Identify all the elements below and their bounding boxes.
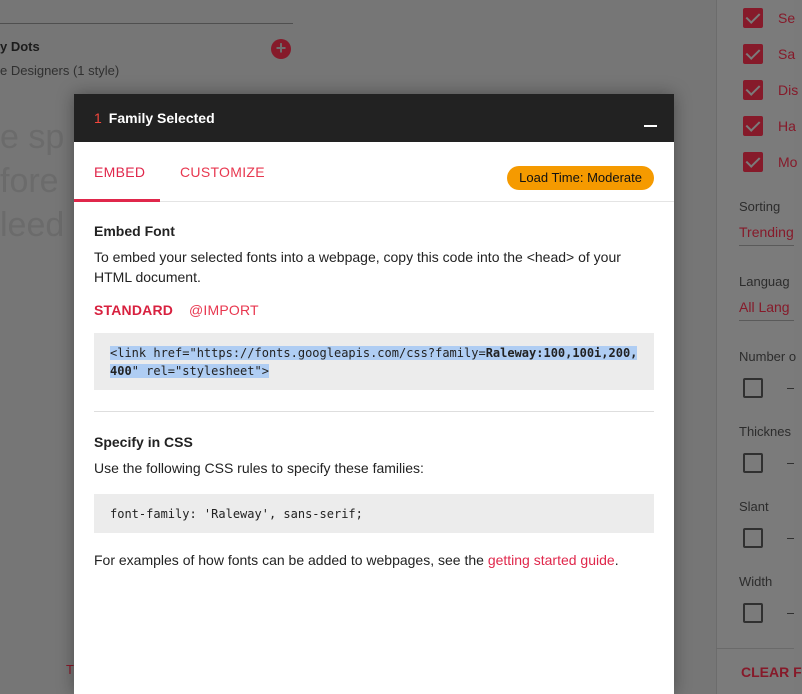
filter-slider[interactable] (787, 463, 794, 464)
category-checkbox[interactable] (743, 44, 763, 64)
drawer-title: Family Selected (108, 110, 215, 126)
language-underline (739, 320, 794, 321)
embed-font-title: Embed Font (94, 223, 175, 239)
getting-started-link[interactable]: getting started guide (487, 552, 615, 568)
css-heading (94, 434, 654, 450)
css-code-block[interactable] (94, 494, 654, 533)
filter-checkbox[interactable] (743, 528, 763, 548)
css-title: Specify in CSS (94, 434, 193, 450)
filter-label: Thicknes (739, 424, 792, 439)
font-preview-text: e sp fore leed (0, 118, 65, 244)
embed-code-block[interactable] (94, 333, 654, 390)
font-card-name: y Dots (0, 39, 40, 54)
font-card-author: e Designers (1 style) (0, 63, 120, 78)
category-label: Sa (778, 46, 796, 62)
sorting-select[interactable]: Trending (739, 224, 794, 240)
filter-label: Number o (739, 349, 797, 364)
filter-checkbox[interactable] (743, 453, 763, 473)
code-link-prefix: <link href="https://fonts.googleapis.com/css?family= (110, 346, 486, 360)
footer-period: . (614, 552, 619, 568)
clear-filters-button[interactable]: CLEAR F (741, 664, 802, 680)
selected-count: 1 (94, 110, 102, 126)
embed-description: To embed your selected fonts into a webpage, copy this code into the <head> of your HTML document. (94, 249, 621, 285)
category-label: Mo (778, 154, 798, 170)
category-checkbox[interactable] (743, 116, 763, 136)
code-family-param-end: 400 (110, 364, 132, 378)
embed-mode-tabs (94, 302, 654, 322)
category-label: Dis (778, 82, 799, 98)
category-checkbox[interactable] (743, 8, 763, 28)
family-selected-drawer (74, 94, 674, 694)
sidebar-divider (716, 648, 794, 649)
filter-label: Width (739, 574, 773, 589)
code-family-param: Raleway:100,100i,200, (485, 346, 638, 360)
filter-label: Slant (739, 499, 769, 514)
tab-embed[interactable]: EMBED (94, 164, 146, 180)
footer-text: For examples of how fonts can be added to webpages, see the (94, 552, 488, 568)
filter-slider[interactable] (787, 388, 794, 389)
drawer-tabs (74, 142, 674, 202)
add-family-icon[interactable]: + (271, 39, 291, 59)
tab-import[interactable]: @IMPORT (189, 302, 259, 318)
minimize-icon[interactable] (644, 125, 657, 127)
bottom-link[interactable]: T (66, 662, 74, 677)
category-label: Ha (778, 118, 796, 134)
code-link-suffix: " rel="stylesheet"> (131, 364, 269, 378)
language-select[interactable]: All Lang (739, 299, 790, 315)
card-divider (0, 23, 293, 24)
filter-checkbox[interactable] (743, 603, 763, 623)
section-divider (94, 411, 654, 412)
filter-slider[interactable] (787, 613, 794, 614)
drawer-header[interactable] (74, 94, 674, 142)
css-description: Use the following CSS rules to specify these families: (94, 460, 424, 476)
tab-customize[interactable]: CUSTOMIZE (180, 164, 265, 180)
active-tab-indicator (74, 199, 160, 202)
tab-standard[interactable]: STANDARD (94, 302, 174, 318)
getting-started-text (94, 550, 654, 570)
css-rule-text: font-family: 'Raleway', sans-serif; (110, 507, 363, 521)
category-label: Se (778, 10, 796, 26)
language-label: Languag (739, 274, 790, 289)
filter-slider[interactable] (787, 538, 794, 539)
category-checkbox[interactable] (743, 152, 763, 172)
sorting-label: Sorting (739, 199, 781, 214)
filter-sidebar (716, 0, 797, 694)
load-time-badge: Load Time: Moderate (507, 166, 654, 190)
embed-font-heading (94, 223, 654, 239)
category-checkbox[interactable] (743, 80, 763, 100)
filter-checkbox[interactable] (743, 378, 763, 398)
sorting-underline (739, 245, 794, 246)
